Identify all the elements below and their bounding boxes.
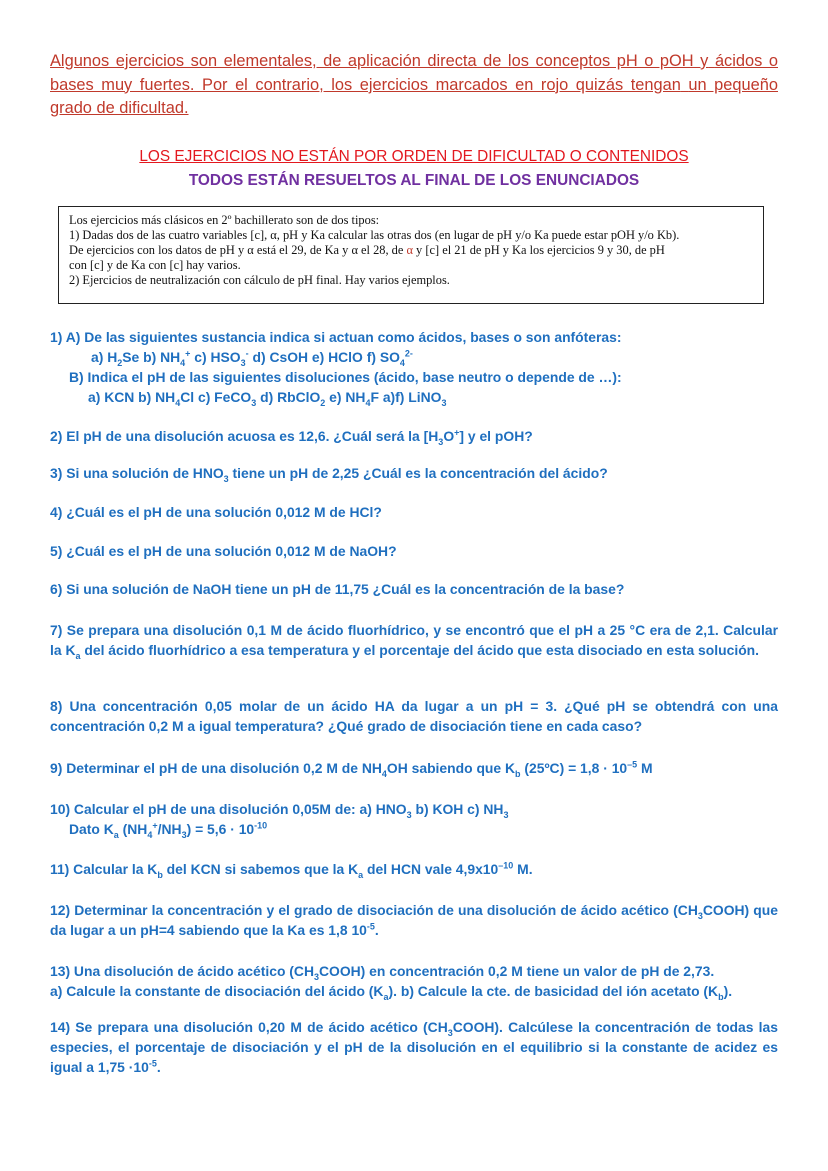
info-box [58,206,764,304]
heading-solutions-note: TODOS ESTÁN RESUELTOS AL FINAL DE LOS ENUNCIADOS [188,172,640,189]
exercise-9: 9) Determinar el pH de una disolución 0,2 M de $NH_4OH$ sabiendo que $K_b$ (25ºC) = $1,8 \cdot 10^{-5}$ M [50,759,653,779]
exercise-13-questions: a) Calcule la constante de disociación del ácido $(K_a)$. b) Calcule la cte. de basicidad del ión acetato $(K_b)$. [50,983,733,1002]
heading-order-note: LOS EJERCICIOS NO ESTÁN POR ORDEN DE DIFICULTAD O CONTENIDOS [139,148,689,165]
intro-line: ácidos o bases muy fuertes. Por el contrario, los ejercicios marcados en rojo quizás tengan [50,52,778,94]
exercise-1b-options: a) KCN b) $NH_4Cl$ c) FeCO$_3$ d) RbClO$_2$ e) $NH_4F$ a)f) LiNO$_3$ [88,389,447,408]
exercise-10-data: Dato $K_a$ $(NH_4^+/NH_3) = 5,6 \cdot 10^{-10}$ [69,820,268,840]
exercise-1a-options: a) $H_2Se$ b) $NH_4^+$ c) $HSO_3^-$ d) CsOH e) HClO f) $SO_4^{2-}$ [91,348,413,368]
exercise-1a-statement: 1) A) De las siguientes sustancia indica si actuan como ácidos, bases o son anfóteras: [50,329,622,345]
intro-line: un pequeño grado de dificultad. [50,75,778,117]
intro-line: Algunos ejercicios son elementales, de aplicación directa de los conceptos pH o pOH y [50,52,709,70]
exercise-1 [50,327,778,407]
info-line: 2) Ejercicios de neutralización con cálculo de pH final. Hay varios ejemplos. [69,273,450,287]
exercise-4: 4) ¿Cuál es el pH de una solución 0,012 M de HCl? [50,504,382,520]
exercise-14: 14) Se prepara una disolución 0,20 M de ácido acético $(CH_3COOH)$. Calcúlese la concentración de todas las especies, el porcentaje de disociación y el pH de la disolución en el equilibrio si la constante de acidez es igual a $1,75 \cdot 10^{-5}$. [50,1019,778,1075]
exercise-10 [50,799,778,839]
exercise-12: 12) Determinar la concentración y el grado de disociación de una disolución de ácido acético $(CH_3COOH)$ que da lugar a un pH=4 sabiendo que la Ka es 1,8 $10^{-5}$. [50,902,778,938]
exercise-8: 8) Una concentración 0,05 molar de un ácido HA da lugar a un pH = 3. ¿Qué pH se obtendrá con una concentración 0,2 M a igual temperatura? ¿Qué grado de disociación tiene en cada caso? [50,698,778,734]
exercise-1b-statement: B) Indica el pH de las siguientes disoluciones (ácido, base neutro o depende de …): [69,369,622,385]
info-line: Los ejercicios más clásicos en 2º bachillerato son de dos tipos: [69,213,380,227]
exercise-3: 3) Si una solución de $HNO_3$ tiene un pH de 2,25 ¿Cuál es la concentración del ácido? [50,465,608,484]
intro-note [50,50,778,121]
exercise-13-statement: 13) Una disolución de ácido acético $(CH_3COOH)$ en concentración 0,2 M tiene un valor de pH de 2,73. [50,963,715,982]
exercise-2: 2) El pH de una disolución acuosa es 12,6. ¿Cuál será la $[H_3O^+]$ y el pOH? [50,427,533,447]
info-line: 1) Dadas dos de las cuatro variables [c], α, pH y Ka calcular las otras dos (en lugar de pH y/o Ka puede estar pOH y/o Kb). [69,228,680,242]
exercise-5: 5) ¿Cuál es el pH de una solución 0,012 M de NaOH? [50,543,397,559]
exercise-11: 11) Calcular la $K_b$ del KCN si sabemos que la $K_a$ del HCN vale $4,9x10^{-10}$ M. [50,860,533,880]
exercise-13 [50,961,778,1001]
exercise-7: 7) Se prepara una disolución 0,1 M de ácido fluorhídrico, y se encontró que el pH a 25 °C era de 2,1. Calcular la $K_a$ del ácido fluorhídrico a esa temperatura y el porcentaje del ácido que esta disociado en esta solución. [50,622,778,661]
exercise-10-statement: 10) Calcular el pH de una disolución 0,05M de: a) $HNO_3$ b) KOH c) $NH_3$ [50,801,509,820]
info-line: De ejercicios con los datos de pH y α está el 29, de Ka y α el 28, de α y [c] el 21 de pH y Ka los ejercicios 9 y 30, de pH [69,243,665,257]
info-line: con [c] y de Ka con [c] hay varios. [69,258,241,272]
exercise-6: 6) Si una solución de NaOH tiene un pH de 11,75 ¿Cuál es la concentración de la base? [50,581,625,597]
